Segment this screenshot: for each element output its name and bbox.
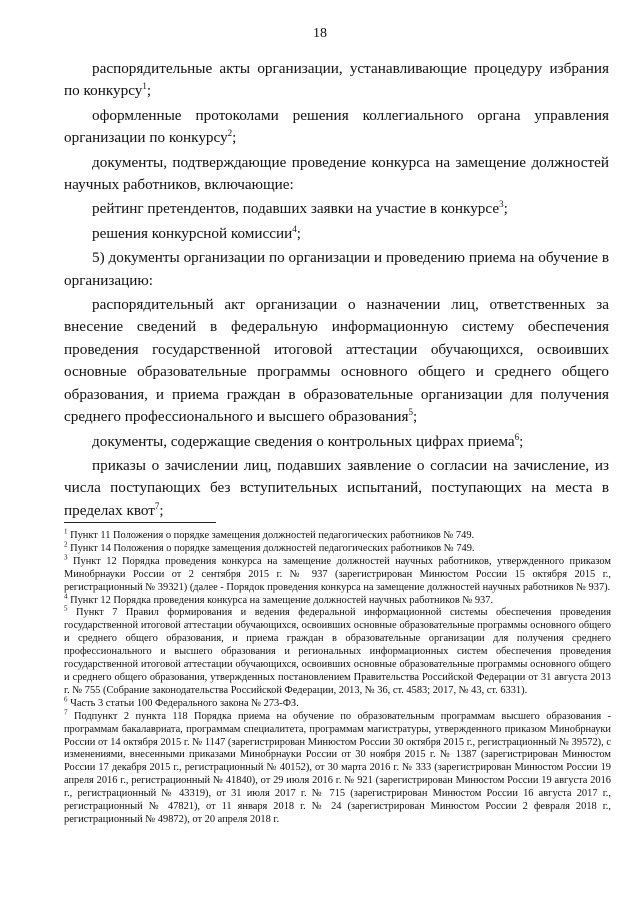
footnote: $^1$ Пункт 11 Положения о порядке замещения должностей педагогических работников № 749.	[64, 527, 475, 541]
paragraph: распорядительные акты организации, устанавливающие процедуру избрания по конкурсу$^1$;	[64, 60, 609, 100]
footnote-ref: 7	[154, 500, 160, 511]
footnote: $^6$ Часть 3 статьи 100 Федерального закона № 273-ФЗ.	[64, 695, 299, 709]
paragraph: документы, подтверждающие проведение конкурса на замещение должностей научных работников, включающие:	[64, 153, 609, 194]
paragraph: решения конкурсной комиссии$^4$;	[92, 223, 301, 242]
paragraph: оформленные протоколами решения коллегиального органа управления организации по конкурсу$^2$;	[64, 106, 609, 147]
paragraph: 5) документы организации по организации и проведению приема на обучение в организацию:	[64, 249, 609, 289]
page-number: 18	[313, 26, 327, 41]
footnote: $^5$ Пункт 7 Правил формирования и ведения федеральной информационной системы обеспечения проведения государственной итоговой аттестации обучающихся, освоивших основные образовательные программы основного общего и среднего общего образования, и приема граждан в образовательные организации для получения среднего профессионального и высшего образования и региональных информационных систем обеспечения проведения государственной итоговой аттестации обучающихся, освоивших основные образовательные программы основного общего и среднего общего образования, утвержденных постановлением Правительства Российской Федерации от 31 августа 2013 г. № 755 (Собрание законодательства Российской Федерации, 2013, № 36, ст. 4583; 2017, № 43, ст. 6331).	[64, 604, 611, 696]
footnote: $^2$ Пункт 14 Положения о порядке замещения должностей педагогических работников № 749.	[64, 540, 475, 554]
paragraph: распорядительный акт организации о назначении лиц, ответственных за внесение сведений в федеральную информационную систему обеспечения проведения государственной итоговой аттестации обучающихся, освоивших основные образовательные программы основного общего и среднего общего образования, и приема граждан в образовательные организации для получения среднего профессионального и высшего образования$^5$;	[64, 296, 609, 426]
footnotes	[64, 527, 611, 827]
footnote-ref: 3	[499, 199, 504, 210]
footnote: $^4$ Пункт 12 Порядка проведения конкурса на замещение должностей научных работников № 937.	[64, 592, 494, 606]
footnote-ref: 2	[227, 128, 233, 139]
footnote: $^7$ Подпункт 2 пункта 118 Порядка приема на обучение по образовательным программам высшего образования - программам бакалавриата, программам специалитета, программам магистратуры, утвержденного приказом Минобрнауки России от 14 октября 2015 г. № 1147 (зарегистрирован Минюстом России 30 октября 2015 г., регистрационный № 39572), с изменениями, внесенными приказами Минобрнауки России от 30 ноября 2015 г. № 1387 (зарегистрирован Минюстом России 17 декабря 2015 г., регистрационный № 40152), от 30 марта 2016 г. № 333 (зарегистрирован Минюстом России 19 апреля 2016 г., регистрационный № 41840), от 29 июля 2016 г. № 921 (зарегистрирован Минюстом России 19 августа 2016 г., регистрационный № 43319), от 31 июля 2017 г. № 715 (зарегистрирован Минюстом России 16 августа 2017 г., регистрационный № 47821), от 11 января 2018 г. № 24 (зарегистрирован Минюстом России 2 февраля 2018 г., регистрационный № 49872), от 20 апреля 2018 г.	[64, 708, 611, 825]
main-text	[64, 58, 609, 522]
footnote-ref: 4	[292, 223, 297, 234]
footnote: $^3$ Пункт 12 Порядка проведения конкурса на замещение должностей научных работников, утвержденного приказом Минобрнауки России от 2 сентября 2015 г. № 937 (зарегистрирован Минюстом России 15 октября 2015 г., регистрационный № 39321) (далее - Порядок проведения конкурса на замещение должностей научных работников № 937).	[64, 553, 611, 593]
footnote-separator	[64, 522, 216, 523]
paragraph: рейтинг претендентов, подавших заявки на участие в конкурсе$^3$;	[92, 199, 508, 218]
footnote-ref: 6	[514, 431, 520, 442]
paragraph: приказы о зачислении лиц, подавших заявление о согласии на зачисление, из числа поступающих без вступительных испытаний, поступающих на места в пределах квот$^7$;	[64, 456, 609, 519]
paragraph: документы, содержащие сведения о контрольных цифрах приема$^6$;	[92, 431, 524, 450]
footnote-ref: 1	[142, 81, 147, 92]
footnote-ref: 5	[408, 407, 413, 418]
